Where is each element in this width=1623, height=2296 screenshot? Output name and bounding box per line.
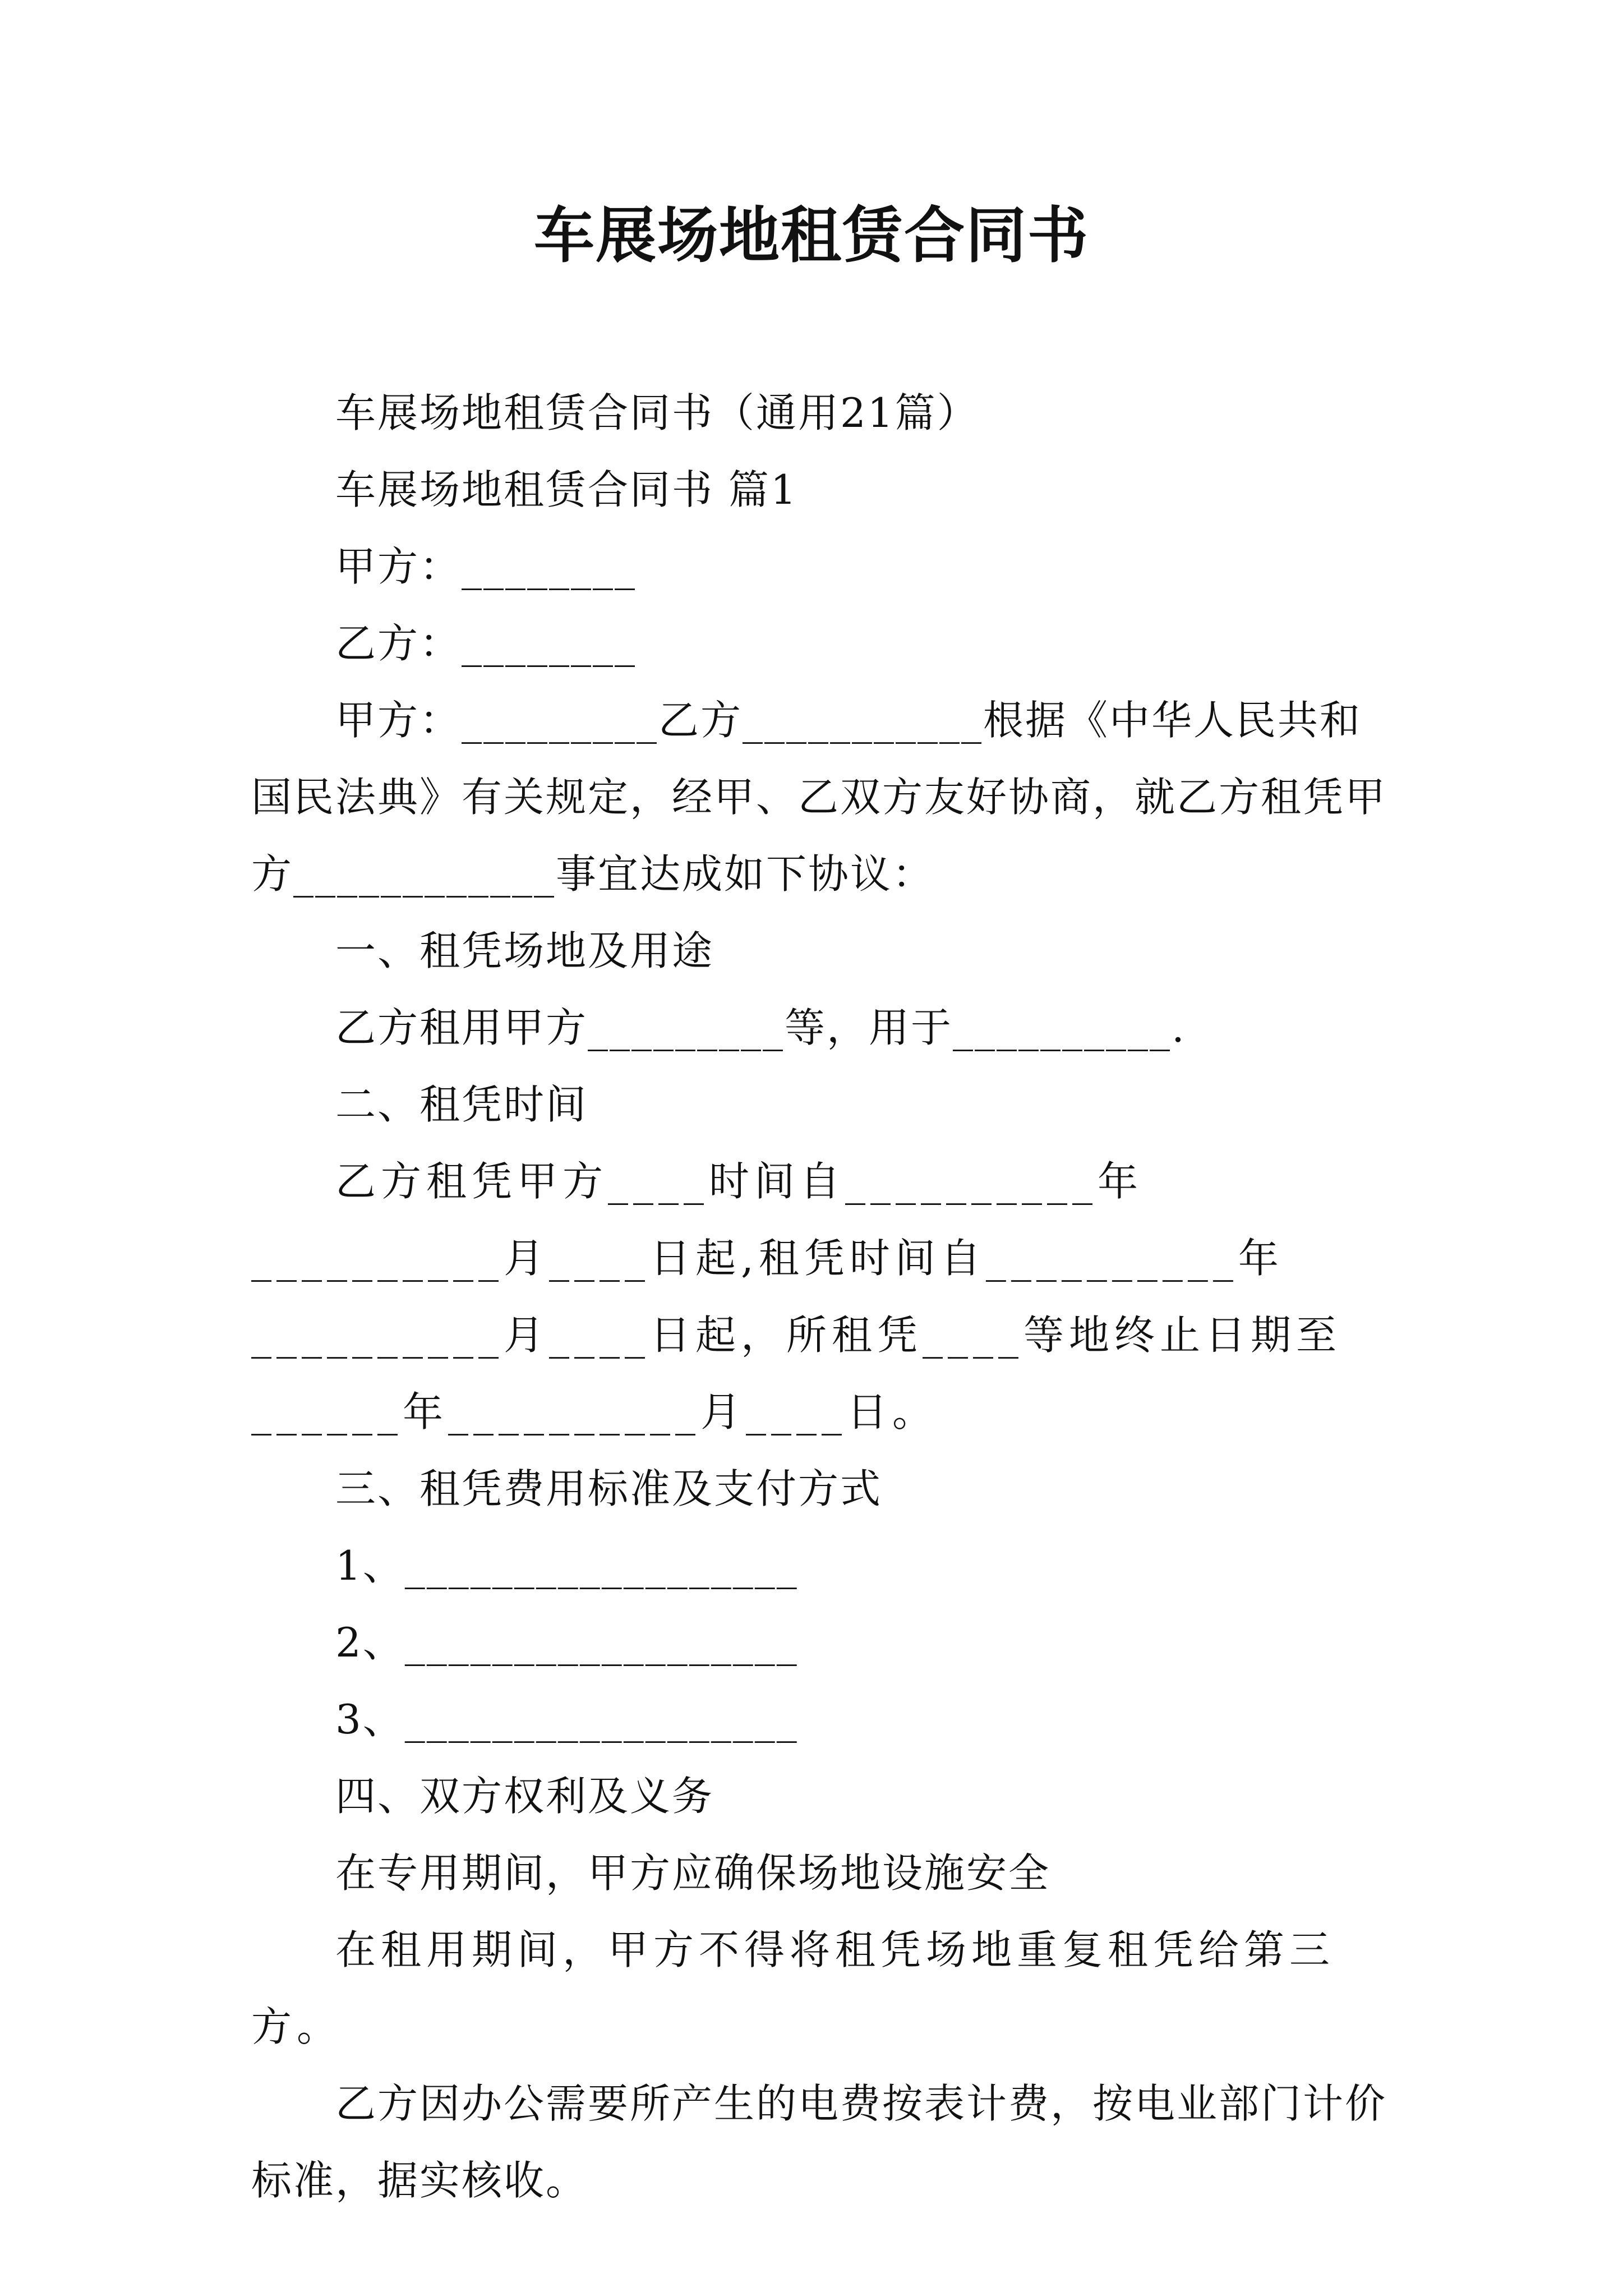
paragraph-9: 乙方租凭甲方____时间自__________年__________月____日起,租凭时间自__________年__________月____日起，所租凭____等地终止日期至______年__________月____日。: [251, 1158, 1342, 1435]
paragraph-15: 在专用期间，甲方应确保场地设施安全: [335, 1849, 1051, 1897]
paragraph-7: 乙方租用甲方_________等，用于__________.: [335, 1004, 1186, 1051]
paragraph-16: 在租用期间，甲方不得将租凭场地重复租凭给第三方。: [251, 1926, 1335, 2050]
document-body: [251, 375, 1390, 2219]
paragraph-8: 二、租凭时间: [335, 1081, 588, 1128]
paragraph-12: 2、__________________: [335, 1619, 799, 1666]
paragraph-5: 甲方：_________乙方___________根据《中华人民共和国民法典》有关规定，经甲、乙双方友好协商，就乙方租凭甲方____________事宜达成如下协议：: [251, 697, 1387, 898]
paragraph-3: 甲方：________: [335, 543, 637, 590]
paragraph-10: 三、租凭费用标准及支付方式: [335, 1465, 883, 1512]
paragraph-4: 乙方：________: [335, 620, 637, 667]
paragraph-17: 乙方因办公需要所产生的电费按表计费，按电业部门计价标准，据实核收。: [251, 2080, 1387, 2204]
document-title: 车展场地租赁合同书: [533, 200, 1089, 271]
paragraph-2: 车展场地租赁合同书 篇1: [335, 466, 798, 513]
paragraph-1: 车展场地租赁合同书（通用21篇）: [335, 389, 979, 436]
paragraph-6: 一、租凭场地及用途: [335, 927, 714, 974]
paragraph-14: 四、双方权利及义务: [335, 1773, 714, 1820]
paragraph-11: 1、__________________: [335, 1542, 799, 1589]
paragraph-13: 3、__________________: [335, 1696, 799, 1743]
